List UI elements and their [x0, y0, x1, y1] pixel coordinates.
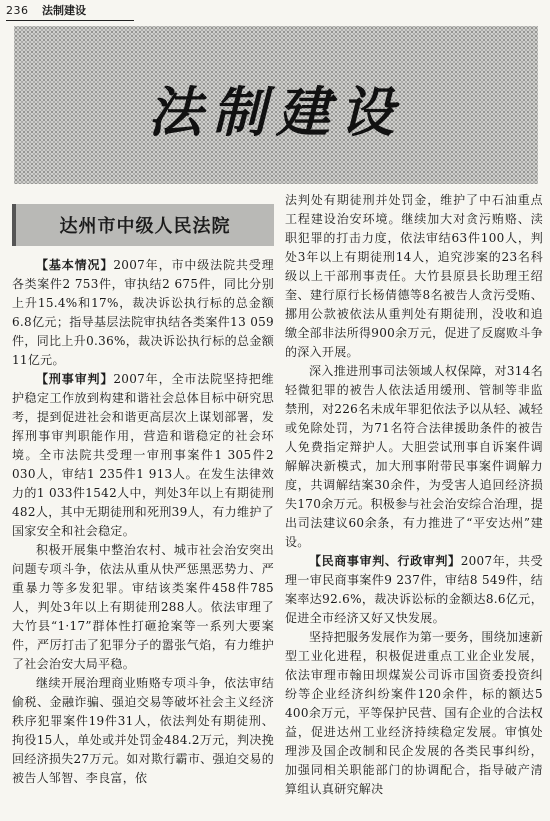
paragraph-text: 继续开展治理商业贿赂专项斗争，依法审结偷税、金融诈骗、强迫交易等破坏社会主义经济秩序犯罪案件19件31人，依法判处有期徒刑、拘役15人，单处或并处罚金484.2万元，判决挽回经济损失27万元。如对欺行霸市、强迫交易的被告人邹智、李良富，依 [12, 676, 274, 785]
paragraph-text: 坚持把服务发展作为第一要务，围绕加速新型工业化进程，积极促进重点工业企业发展，依法审理市翰田坝煤炭公司诉市国资委投资纠纷等企业经济纠纷案件120余件，标的额达5 400余万元，平等保护民营、国有企业的合法权益，促进达州工业经济持续稳定发展。审慎处理涉及国企改制和民企发展的各类民事纠纷，加强同相关职能部门的协调配合，指导破产清算组认真研究解决 [285, 630, 543, 796]
running-section-title: 法制建设 [42, 4, 86, 17]
article-title-text: 达州市中级人民法院 [59, 216, 231, 237]
body-paragraph [12, 674, 274, 788]
body-paragraph [285, 628, 543, 799]
banner-title: 法制建设 [148, 80, 404, 144]
paragraph-text: 2007年，全市法院坚持把维护稳定工作放到构建和谐社会总体目标中研究思考，提到促进社会和谐更高层次上谋划部署，发挥刑事审判职能作用，营造和谐稳定的社会环境。全市法院共受理一审刑事案件1 305件2 030人，审结1 235件1 913人。在发生法律效力的1 033件1542人中，判处3年以上有期徒刑482人，其中无期徒刑和死刑39人，有力维护了国家安全和社会稳定。 [12, 372, 274, 538]
body-paragraph [12, 370, 274, 541]
body-paragraph [12, 541, 274, 674]
body-paragraph [285, 552, 543, 628]
paragraph-text: 2007年，共受理一审民商事案件9 237件，审结8 549件，结案率达92.6%，裁决诉讼标的金额达8.6亿元，促进全市经济又好又快发展。 [285, 554, 543, 625]
body-paragraph [285, 191, 543, 362]
paragraph-heading: 【民商事审判、行政审判】 [309, 554, 461, 568]
body-paragraph [285, 362, 543, 552]
left-column-body [12, 256, 274, 788]
paragraph-text: 2007年，市中级法院共受理各类案件2 753件，审执结2 675件，同比分别上升15.4%和17%，裁决诉讼执行标的总金额6.8亿元；指导基层法院审执结各类案件13 059件，同比上升0.36%，裁决诉讼执行标的总金额11亿元。 [12, 258, 274, 367]
paragraph-text: 深入推进刑事司法领域人权保障，对314名轻微犯罪的被告人依法适用缓刑、管制等非监禁刑，对226名未成年罪犯依法予以从轻、减轻或免除处罚，为71名符合法律援助条件的被告人免费指定辩护人。大胆尝试刑事自诉案件调解解决新模式，加大刑事附带民事案件调解力度，共调解结案30余件，为受害人追回经济损失170余万元。积极参与社会治安综合治理，提出司法建议60余条，有力推进了“平安达州”建设。 [285, 364, 543, 549]
article-title [12, 204, 274, 246]
left-column [12, 204, 274, 788]
paragraph-text: 法判处有期徒刑并处罚金，维护了中石油重点工程建设治安环境。继续加大对贪污贿赂、渎职犯罪的打击力度，依法审结63件100人，判处3年以上有期徒刑14人，追究涉案的23名科级以上干部刑事责任。大竹县原县长助理王绍奎、建行原行长杨倩德等8名被告人贪污受贿、挪用公款被依法从重判处有期徒刑，没收和追缴全部非法所得900余万元，促进了反腐败斗争的深入开展。 [285, 193, 543, 359]
right-column-body [285, 191, 543, 799]
body-paragraph [12, 256, 274, 370]
paragraph-text: 积极开展集中整治农村、城市社会治安突出问题专项斗争，依法从重从快严惩黑恶势力、严重暴力等多发犯罪。审结该类案件458件785人，判处3年以上有期徒刑288人。依法审理了大竹县“1·17”群体性打砸抢案等一系列大要案件，严厉打击了犯罪分子的嚣张气焰，有力维护了社会治安大局平稳。 [12, 543, 274, 671]
paragraph-heading: 【刑事审判】 [36, 372, 114, 386]
section-banner [14, 26, 538, 184]
paragraph-heading: 【基本情况】 [36, 258, 114, 272]
right-column [285, 191, 543, 799]
running-head [6, 4, 134, 21]
page-number: 236 [6, 4, 29, 17]
